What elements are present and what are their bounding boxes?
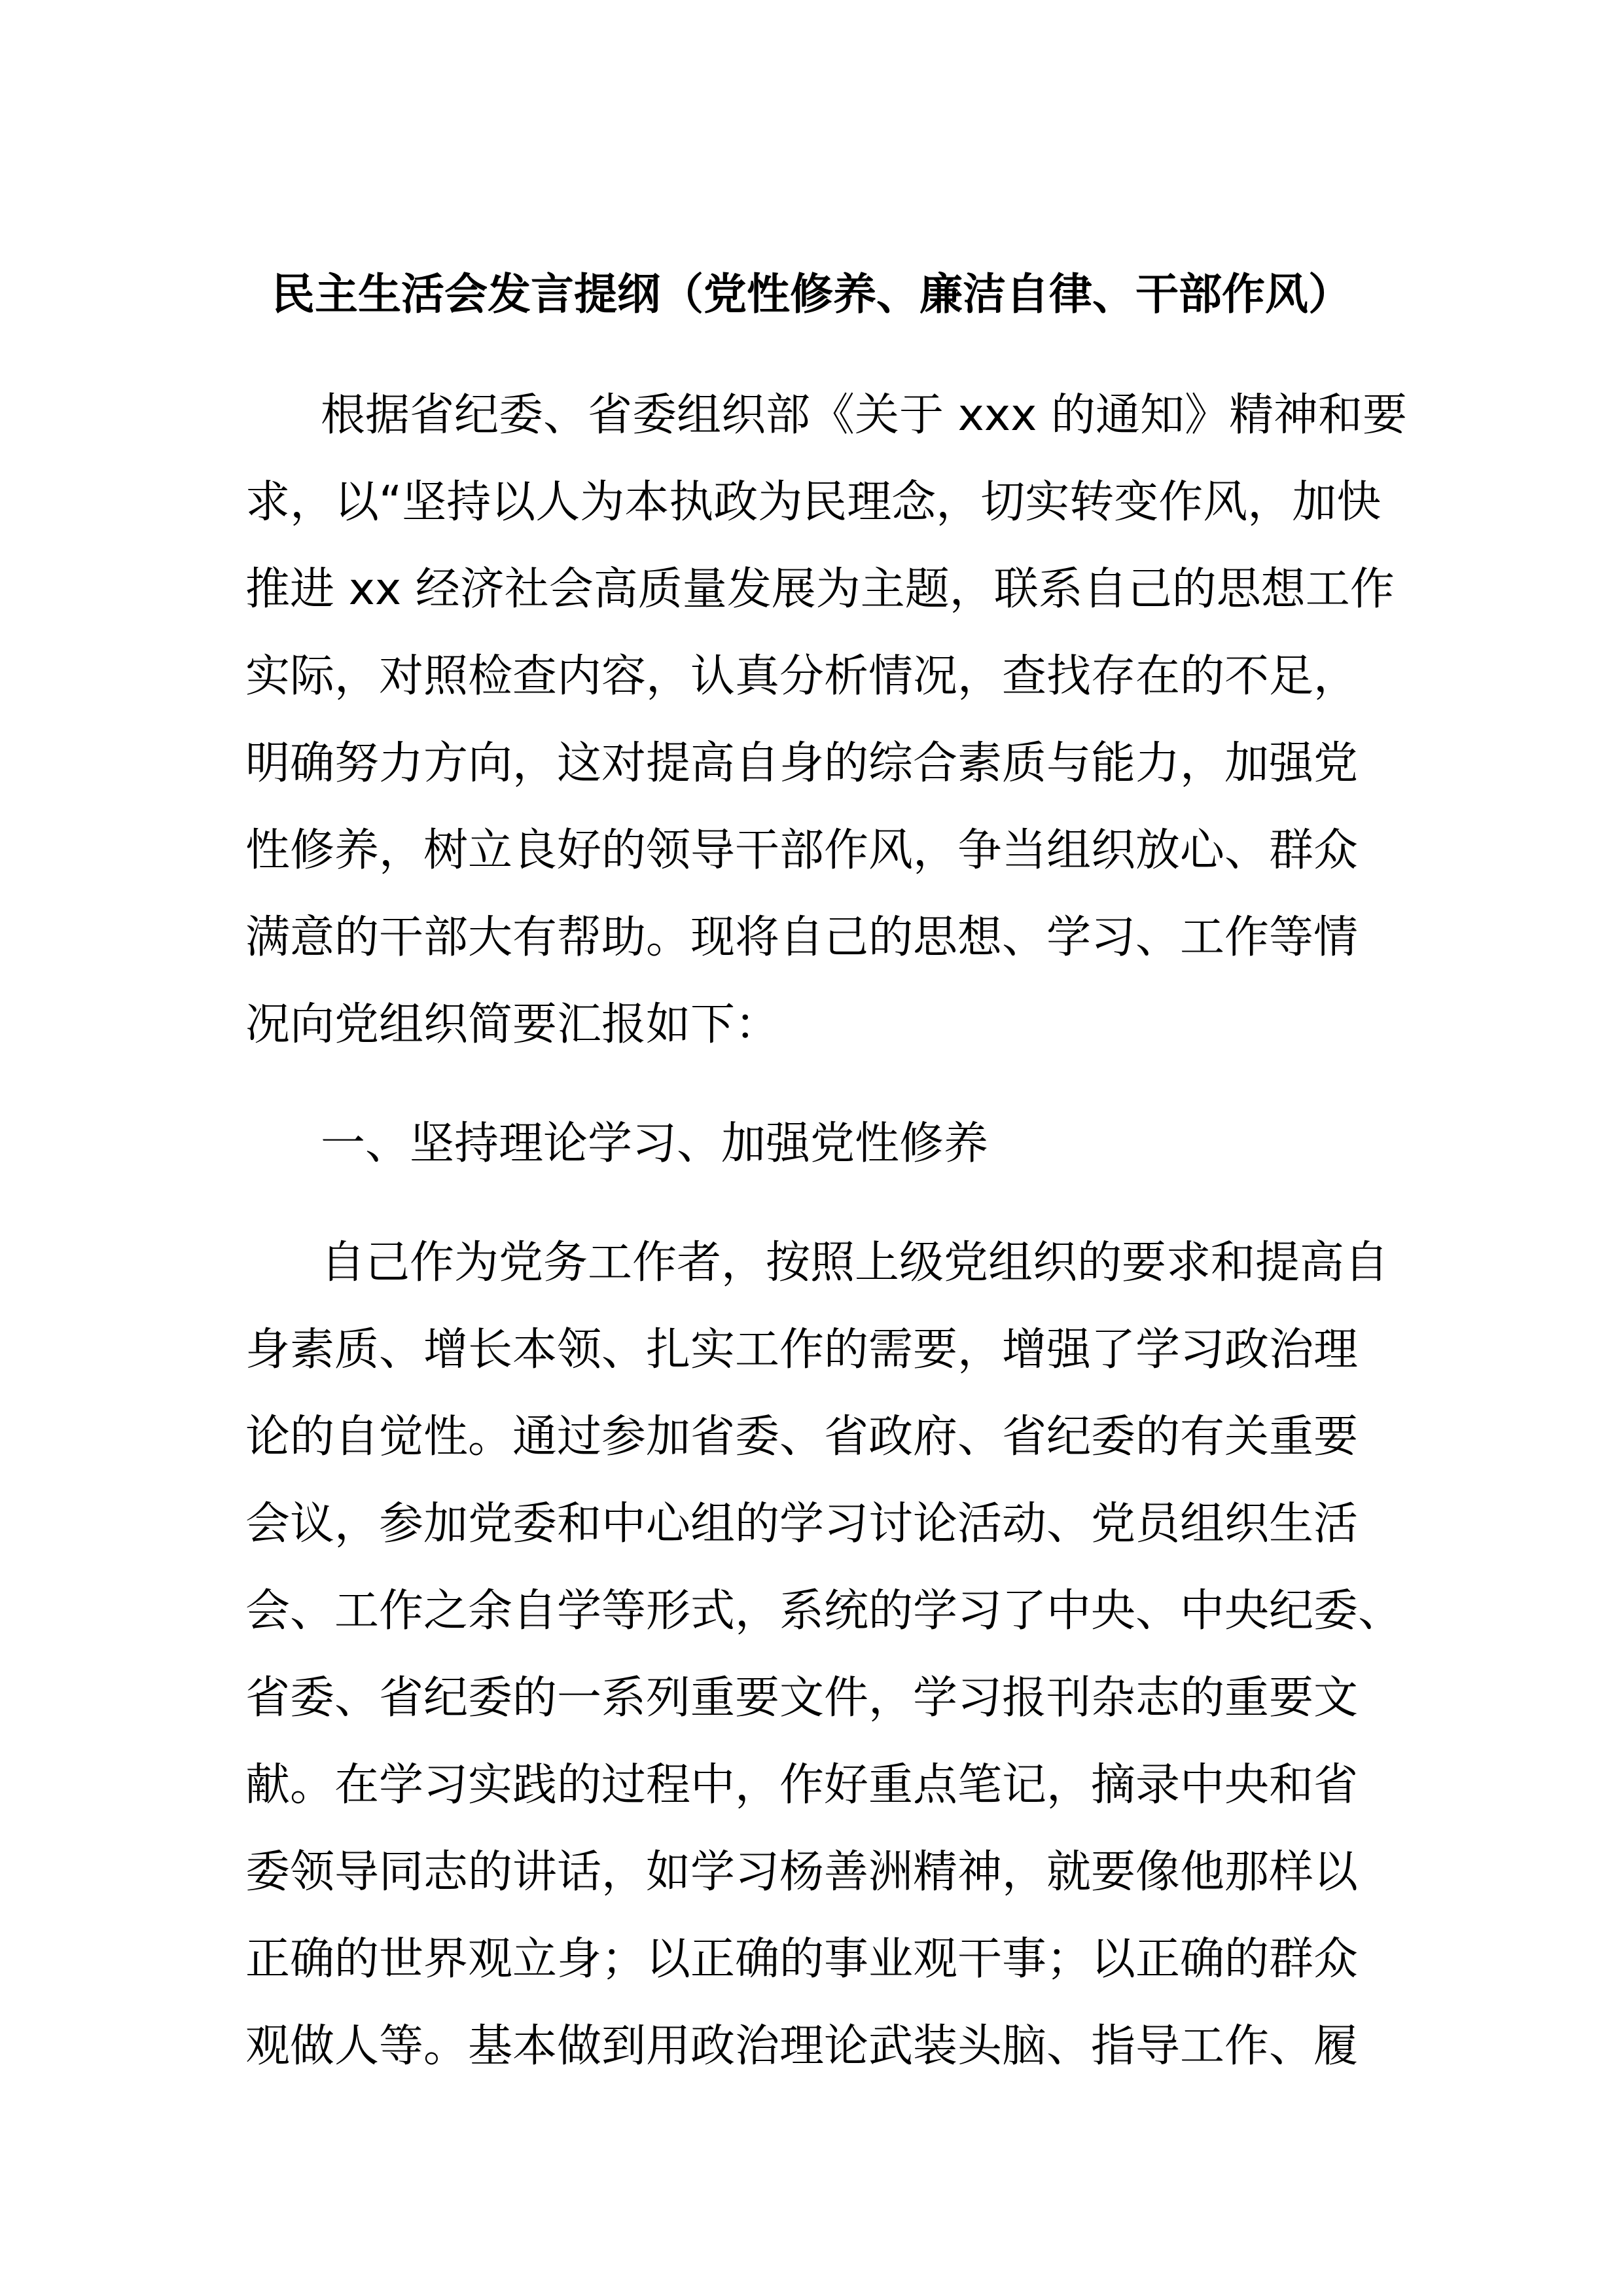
paragraph-2-line-3: 论的自觉性。通过参加省委、省政府、省纪委的有关重要 [245,1411,1359,1463]
paragraph-2-line-1: 自己作为党务工作者，按照上级党组织的要求和提高自 [321,1237,1389,1289]
paragraph-1-line-3: 推进 xx 经济社会高质量发展为主题，联系自己的思想工作 [245,564,1395,615]
paragraph-1-line-8: 况向党组织简要汇报如下： [245,999,780,1050]
paragraph-1-line-2: 求，以“坚持以人为本执政为民理念，切实转变作风，加快 [245,476,1382,528]
paragraph-1-line-4: 实际，对照检查内容，认真分析情况，查找存在的不足， [245,651,1359,702]
paragraph-1-line-1: 根据省纪委、省委组织部《关于 xxx 的通知》精神和要 [321,389,1407,441]
section-heading: 一、坚持理论学习、加强党性修养 [321,1118,989,1170]
paragraph-2-line-8: 委领导同志的讲话，如学习杨善洲精神，就要像他那样以 [245,1846,1359,1898]
paragraph-1-line-6: 性修养，树立良好的领导干部作风，争当组织放心、群众 [245,825,1359,876]
paragraph-2-line-2: 身素质、增长本领、扎实工作的需要，增强了学习政治理 [245,1324,1359,1376]
paragraph-2-line-4: 会议，参加党委和中心组的学习讨论活动、党员组织生活 [245,1498,1359,1550]
paragraph-1-line-7: 满意的干部大有帮助。现将自己的思想、学习、工作等情 [245,912,1359,963]
document-title: 民主生活会发言提纲（党性修养、廉洁自律、干部作风） [272,269,1351,319]
paragraph-2-line-10: 观做人等。基本做到用政治理论武装头脑、指导工作、履 [245,2020,1359,2072]
paragraph-2-line-6: 省委、省纪委的一系列重要文件，学习报刊杂志的重要文 [245,1672,1359,1724]
paragraph-1-line-5: 明确努力方向，这对提高自身的综合素质与能力，加强党 [245,738,1359,789]
paragraph-2-line-5: 会、工作之余自学等形式，系统的学习了中央、中央纪委、 [245,1585,1403,1637]
paragraph-2-line-9: 正确的世界观立身；以正确的事业观干事；以正确的群众 [245,1933,1359,1985]
paragraph-2-line-7: 献。在学习实践的过程中，作好重点笔记，摘录中央和省 [245,1759,1359,1811]
